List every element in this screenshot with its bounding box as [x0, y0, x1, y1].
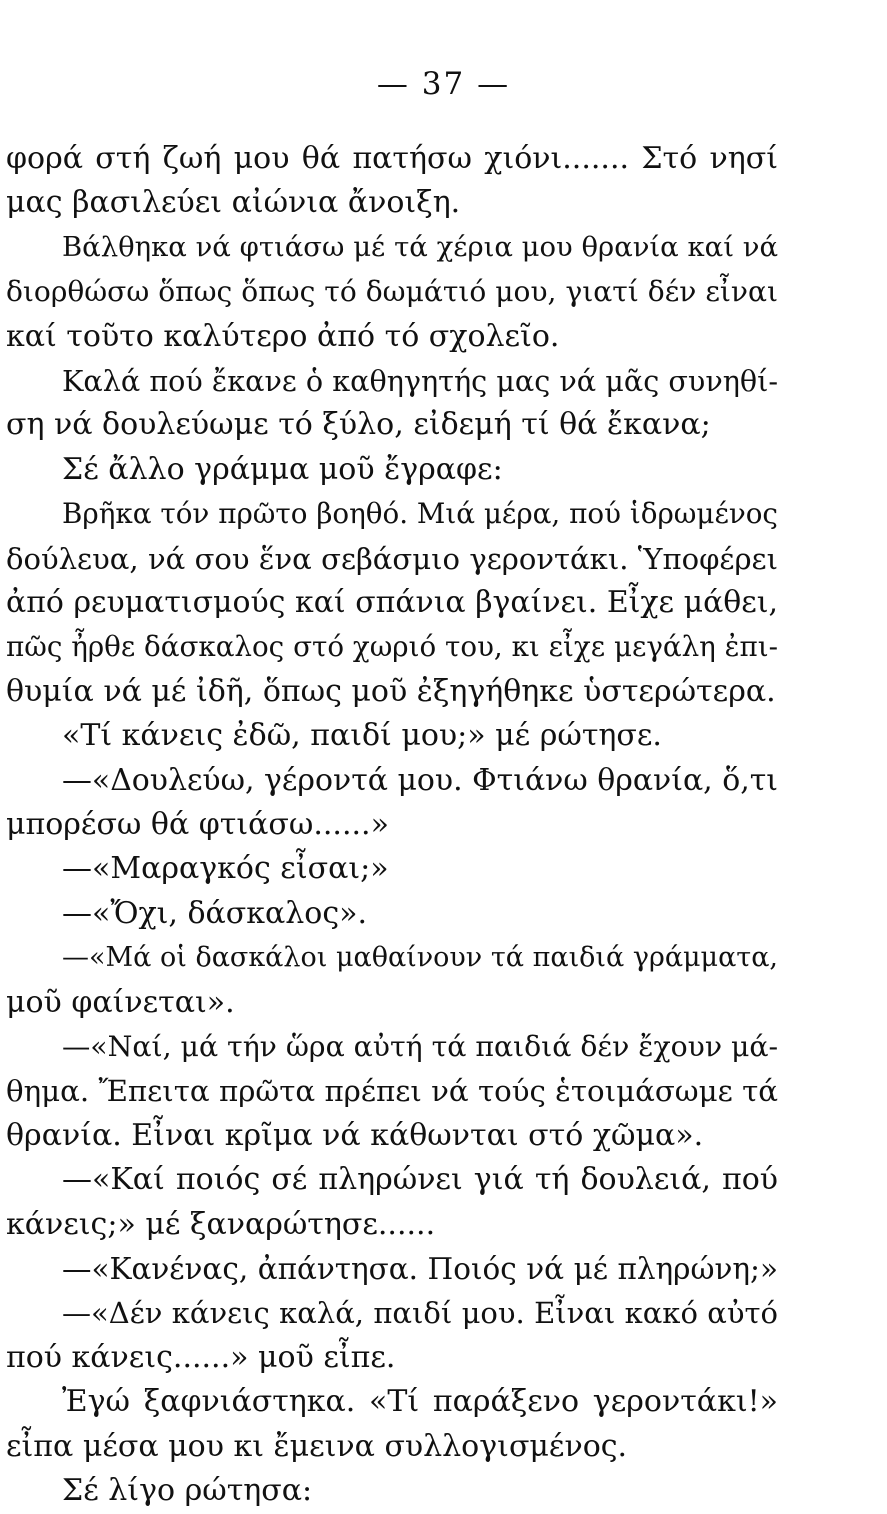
text-line-27: —«Δέν κάνεις καλά, παιδί μου. Εἶναι κακό αὐτό: [62, 1296, 778, 1331]
text-line-12: πῶς ἦρθε δάσκαλος στό χωριό του, κι εἶχε μεγάλη ἐπι-: [6, 630, 778, 664]
text-line-11: ἀπό ρευματισμούς καί σπάνια βγαίνει. Εἶχε μάθει,: [6, 585, 778, 620]
text-line-3: Βάλθηκα νά φτιάσω μέ τά χέρια μου θρανία καί νά: [62, 231, 778, 263]
text-line-21: —«Ναί, μά τήν ὥρα αὐτή τά παιδιά δέν ἔχουν μά-: [62, 1030, 779, 1063]
text-line-20: μοῦ φαίνεται».: [6, 984, 235, 1020]
text-line-28: πού κάνεις......» μοῦ εἶπε.: [6, 1339, 396, 1375]
text-line-15: —«Δουλεύω, γέροντά μου. Φτιάνω θρανία, ὅ,τι: [62, 762, 778, 798]
text-line-26: —«Κανένας, ἀπάντησα. Ποιός νά μέ πληρώνη;»: [62, 1252, 778, 1286]
text-line-29: Ἐγώ ξαφνιάστηκα. «Τί παράξενο γεροντάκι!»: [62, 1384, 778, 1420]
text-line-5: καί τοῦτο καλύτερο ἀπό τό σχολεῖο.: [6, 318, 560, 354]
text-line-4: διορθώσω ὅπως ὅπως τό δωμάτιό μου, γιατί δέν εἶναι: [6, 275, 778, 309]
text-line-14: «Τί κάνεις ἐδῶ, παιδί μου;» μέ ρώτησε.: [62, 718, 662, 754]
text-line-1: φορά στή ζωή μου θά πατήσω χιόνι....... Στό νησί: [6, 141, 778, 176]
text-line-19: —«Μά οἱ δασκάλοι μαθαίνουν τά παιδιά γράμματα,: [62, 942, 778, 974]
text-line-8: Σέ ἄλλο γράμμα μοῦ ἔγραφε:: [62, 451, 503, 487]
text-line-6: Καλά πού ἔκανε ὁ καθηγητής μας νά μᾶς συνηθί-: [62, 364, 778, 398]
text-line-13: θυμία νά μέ ἰδῆ, ὅπως μοῦ ἐξηγήθηκε ὑστερώτερα.: [6, 673, 776, 709]
text-line-30: εἶπα μέσα μου κι ἔμεινα συλλογισμένος.: [6, 1428, 628, 1464]
text-line-23: θρανία. Εἶναι κρῖμα νά κάθωνται στό χῶμα».: [6, 1117, 704, 1153]
text-line-22: θημα. Ἔπειτα πρῶτα πρέπει νά τούς ἑτοιμάσωμε τά: [6, 1074, 778, 1109]
text-line-9: Βρῆκα τόν πρῶτο βοηθό. Μιά μέρα, πού ἱδρωμένος: [62, 497, 778, 531]
text-line-2: μας βασιλεύει αἰώνια ἄνοιξη.: [6, 185, 461, 221]
text-line-24: —«Καί ποιός σέ πληρώνει γιά τή δουλειά, πού: [62, 1162, 778, 1198]
text-line-25: κάνεις;» μέ ξαναρώτησε......: [6, 1206, 436, 1242]
text-line-18: —«Ὄχι, δάσκαλος».: [62, 895, 368, 931]
text-line-16: μπορέσω θά φτιάσω......»: [6, 807, 389, 842]
text-line-7: ση νά δουλεύωμε τό ξύλο, εἰδεμή τί θά ἔκανα;: [6, 407, 711, 443]
page-number: — 37 —: [376, 66, 511, 102]
text-line-31: Σέ λίγο ρώτησα:: [62, 1473, 313, 1508]
text-line-17: —«Μαραγκός εἶσαι;»: [62, 851, 389, 887]
text-line-10: δούλευα, νά σου ἕνα σεβάσμιο γεροντάκι. Ὑποφέρει: [6, 541, 778, 576]
